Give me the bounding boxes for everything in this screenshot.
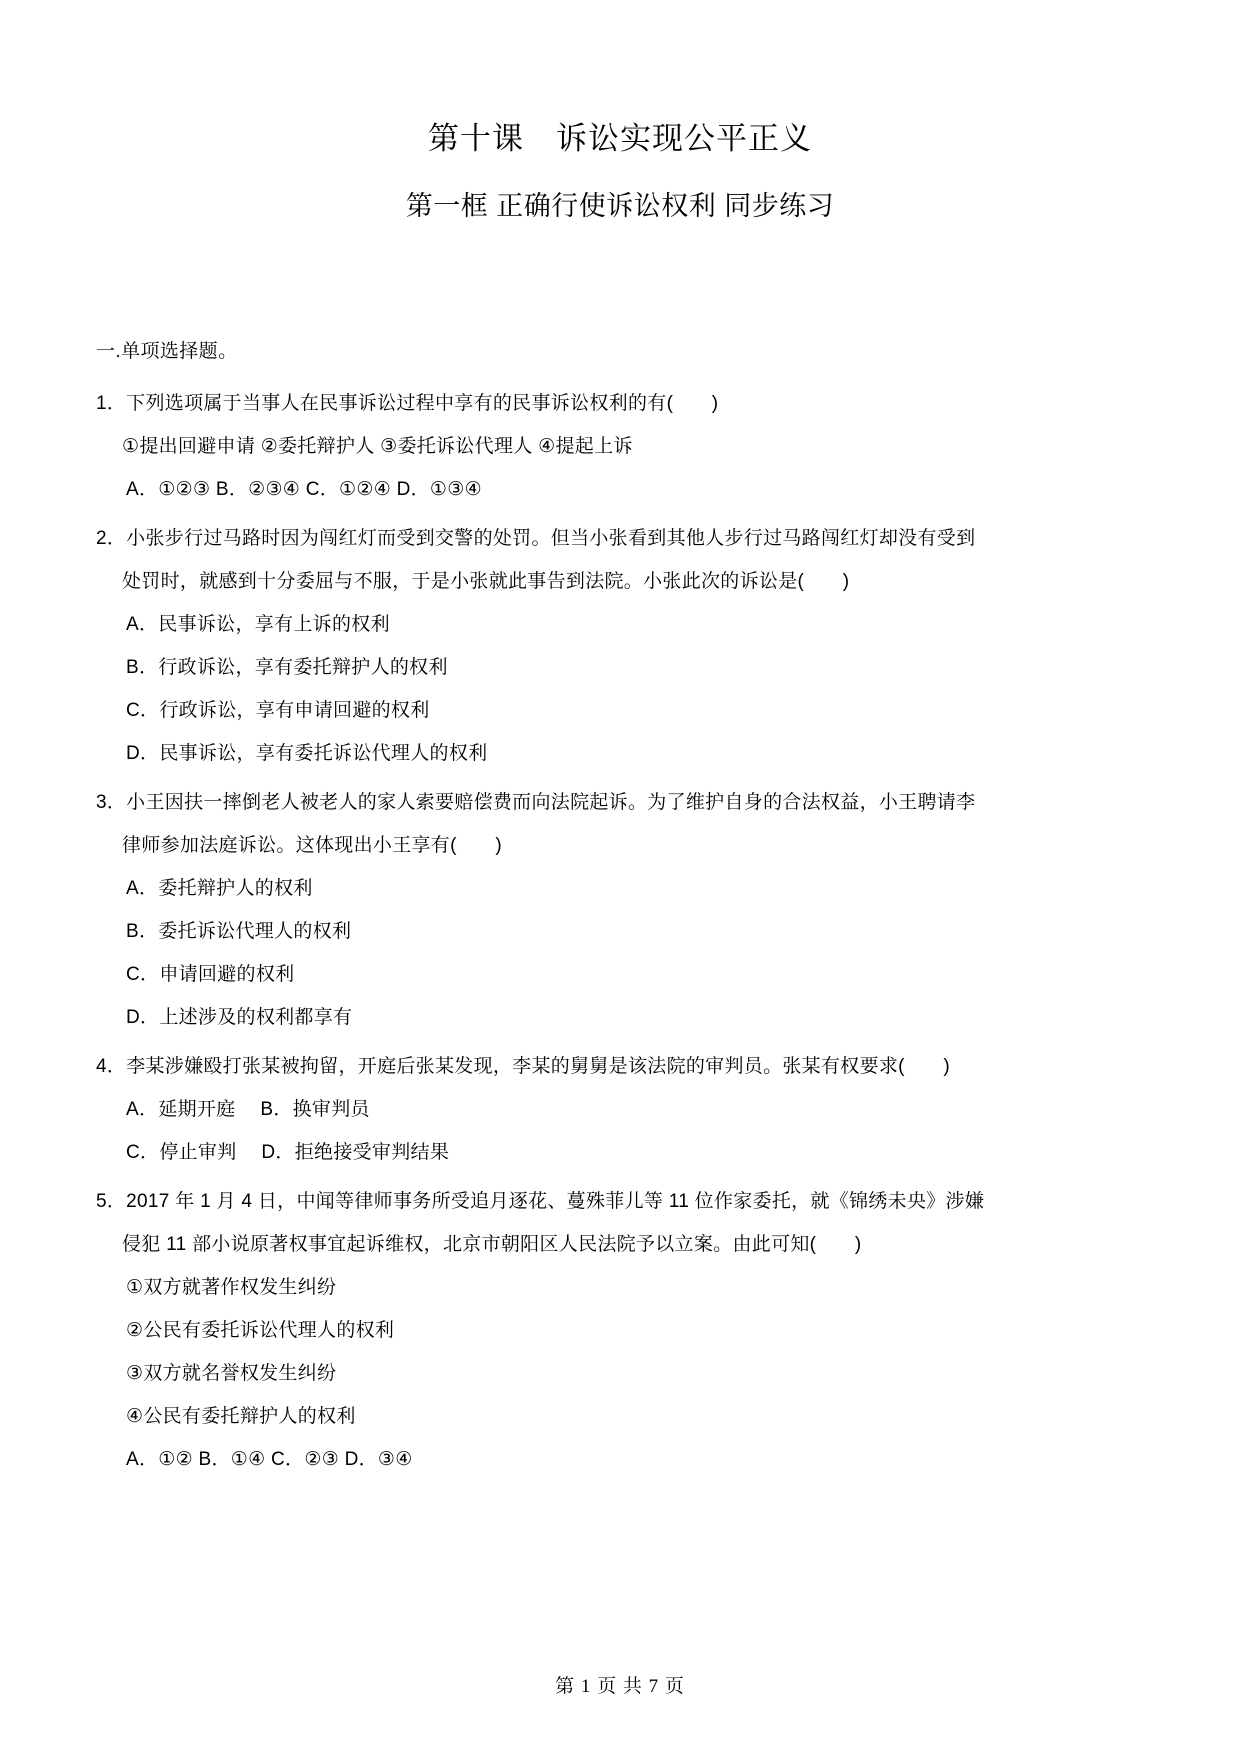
question-stem-line: 4．李某涉嫌殴打张某被拘留，开庭后张某发现，李某的舅舅是该法院的审判员。张某有权要求( ) [96,1056,951,1078]
title-body-spacer [96,226,1144,338]
question-option: ④公民有委托辩护人的权利 [126,1406,356,1428]
question-option: A．民事诉讼，享有上诉的权利 [126,614,390,636]
question-stem-line: 5．2017 年 1 月 4 日，中闻等律师事务所受追月逐花、蔓殊菲儿等 11 位作家委托，就《锦绣未央》涉嫌 [96,1191,985,1213]
section-heading-single-choice: 一.单项选择题。 [96,340,238,362]
question-stem [96,382,1144,425]
question-option: B．行政诉讼，享有委托辩护人的权利 [126,657,448,679]
question-stem [96,517,1144,603]
question-stem [96,1045,1144,1088]
question-item [96,1180,1144,1481]
question-option: C．行政诉讼，享有申请回避的权利 [126,700,430,722]
question-option: A．延期开庭 B．换审判员 [126,1099,370,1121]
question-options-inline: A．①②③ B．②③④ C．①②④ D．①③④ [126,479,482,501]
page-footer: 第 1 页 共 7 页 [555,1676,685,1697]
question-option: ③双方就名誉权发生纠纷 [126,1363,337,1385]
question-stem-line: 侵犯 11 部小说原著权事宜起诉维权，北京市朝阳区人民法院予以立案。由此可知( ) [122,1234,862,1256]
question-stem-line: 处罚时，就感到十分委屈与不服，于是小张就此事告到法院。小张此次的诉讼是( ) [122,571,850,593]
question-stem [96,1180,1144,1266]
question-option: D．上述涉及的权利都享有 [126,1007,353,1029]
page-subtitle: 第一框 正确行使诉讼权利 同步练习 [405,190,835,221]
question-stem-line: 2．小张步行过马路时因为闯红灯而受到交警的处罚。但当小张看到其他人步行过马路闯红灯却没有受到 [96,528,976,550]
question-option: D．民事诉讼，享有委托诉讼代理人的权利 [126,743,488,765]
question-sub-items: ①提出回避申请 ②委托辩护人 ③委托诉讼代理人 ④提起上诉 [122,436,633,458]
question-option: C．停止审判 D．拒绝接受审判结果 [126,1142,450,1164]
question-option: A．委托辩护人的权利 [126,878,313,900]
page-title: 第十课 诉讼实现公平正义 [428,121,812,156]
question-option: C．申请回避的权利 [126,964,295,986]
question-option: ①双方就著作权发生纠纷 [126,1277,337,1299]
question-item [96,382,1144,511]
question-option: B．委托诉讼代理人的权利 [126,921,352,943]
question-options-inline: A．①② B．①④ C．②③ D．③④ [126,1449,413,1471]
question-stem-line: 律师参加法庭诉讼。这体现出小王享有( ) [122,835,502,857]
question-stem-line: 3．小王因扶一摔倒老人被老人的家人索要赔偿费而向法院起诉。为了维护自身的合法权益，小王聘请李 [96,792,976,814]
question-option: ②公民有委托诉讼代理人的权利 [126,1320,395,1342]
question-stem [96,781,1144,867]
question-item [96,517,1144,775]
question-item [96,781,1144,1039]
question-stem-line: 1．下列选项属于当事人在民事诉讼过程中享有的民事诉讼权利的有( ) [96,393,719,415]
question-item [96,1045,1144,1174]
